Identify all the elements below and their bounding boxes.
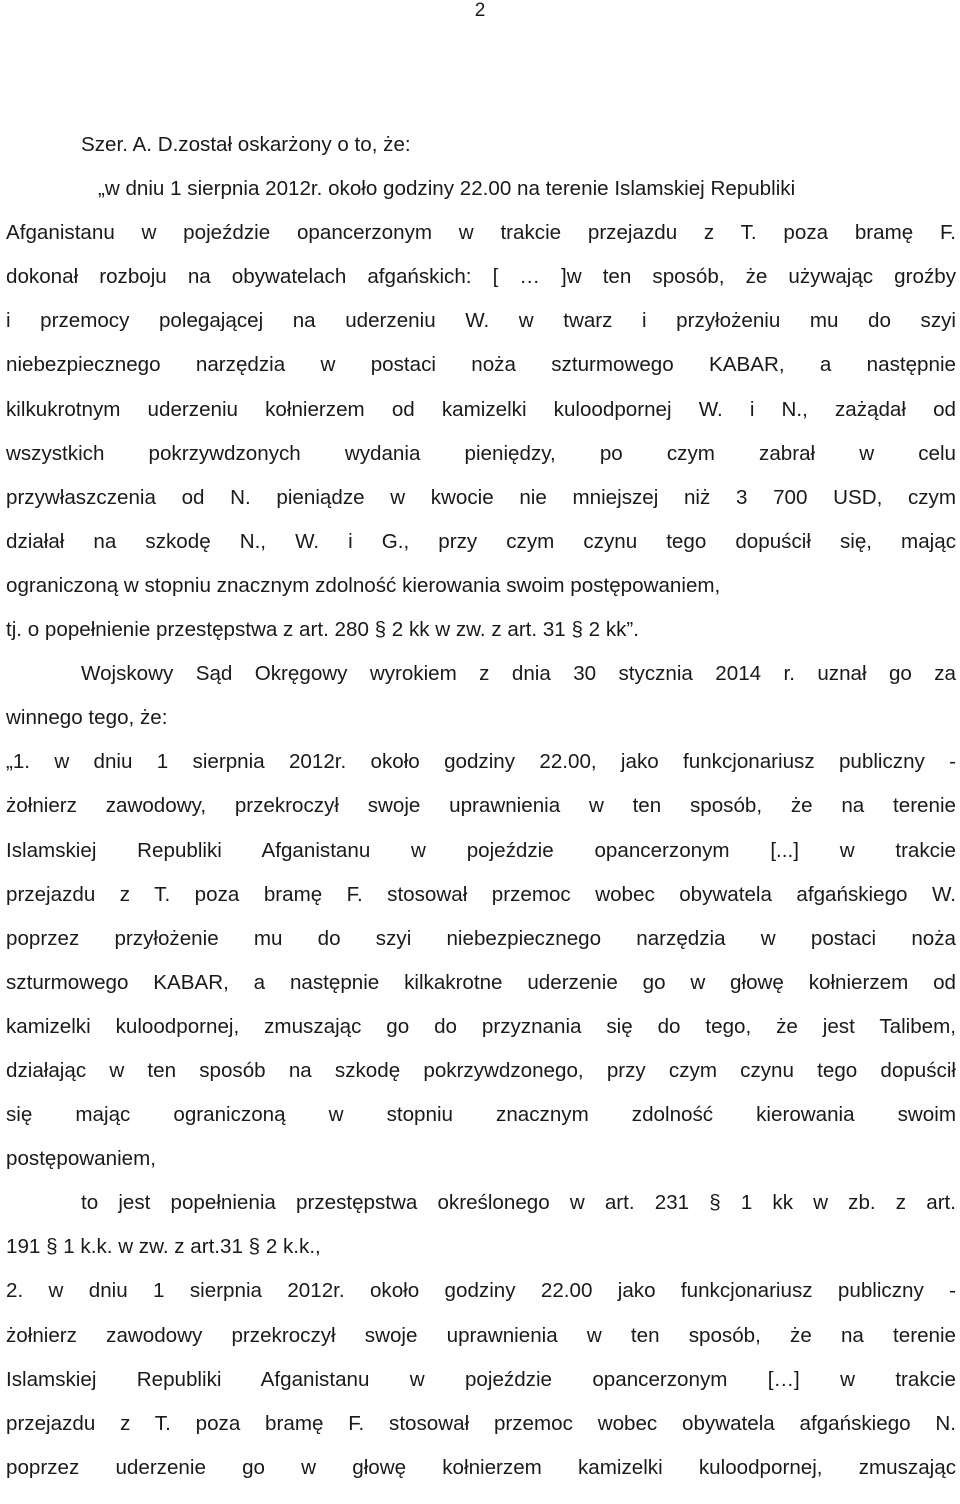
- text-line: poprzez przyłożenie mu do szyi niebezpiecznego narzędzia w postaci noża: [6, 926, 956, 950]
- text-line: Islamskiej Republiki Afganistanu w pojeździe opancerzonym […] w trakcie: [6, 1367, 956, 1391]
- text-line: „1. w dniu 1 sierpnia 2012r. około godziny 22.00, jako funkcjonariusz publiczny -: [6, 750, 956, 774]
- text-line: 191 § 1 k.k. w zw. z art.31 § 2 k.k.,: [6, 1235, 321, 1259]
- text-line: działając w ten sposób na szkodę pokrzywdzonego, przy czym czynu tego dopuścił: [6, 1058, 956, 1082]
- text-line: Islamskiej Republiki Afganistanu w pojeździe opancerzonym [...] w trakcie: [6, 838, 956, 862]
- text-line: przejazdu z T. poza bramę F. stosował przemoc wobec obywatela afgańskiego N.: [6, 1411, 956, 1435]
- text-line: i przemocy polegającej na uderzeniu W. w twarz i przyłożeniu mu do szyi: [6, 309, 956, 333]
- text-line: tj. o popełnienie przestępstwa z art. 280 § 2 kk w zw. z art. 31 § 2 kk”.: [6, 618, 639, 642]
- text-line: „w dniu 1 sierpnia 2012r. około godziny 22.00 na terenie Islamskiej Republiki: [98, 177, 796, 201]
- text-line: kamizelki kuloodpornej, zmuszając go do przyznania się do tego, że jest Talibem,: [6, 1014, 956, 1038]
- text-line: szturmowego KABAR, a następnie kilkakrotne uderzenie go w głowę kołnierzem od: [6, 970, 956, 994]
- text-line: żołnierz zawodowy przekroczył swoje uprawnienia w ten sposób, że na terenie: [6, 1323, 956, 1347]
- text-line: 2. w dniu 1 sierpnia 2012r. około godziny 22.00 jako funkcjonariusz publiczny -: [6, 1279, 956, 1303]
- text-line: ograniczoną w stopniu znacznym zdolność kierowania swoim postępowaniem,: [6, 573, 721, 597]
- text-line: postępowaniem,: [6, 1147, 156, 1171]
- document-body: [6, 123, 956, 1490]
- text-line: działał na szkodę N., W. i G., przy czym czynu tego dopuścił się, mając: [6, 529, 956, 553]
- page-number: 2: [474, 0, 486, 21]
- text-line: dokonał rozboju na obywatelach afgańskich: [ … ]w ten sposób, że używając groźby: [6, 265, 956, 289]
- text-line: niebezpiecznego narzędzia w postaci noża szturmowego KABAR, a następnie: [6, 353, 956, 377]
- text-line: Szer. A. D.został oskarżony o to, że:: [81, 133, 411, 156]
- text-line: to jest popełnienia przestępstwa określonego w art. 231 § 1 kk w zb. z art.: [81, 1191, 956, 1215]
- text-line: przywłaszczenia od N. pieniądze w kwocie nie mniejszej niż 3 700 USD, czym: [6, 485, 956, 509]
- text-line: żołnierz zawodowy, przekroczył swoje uprawnienia w ten sposób, że na terenie: [6, 794, 956, 818]
- text-line: poprzez uderzenie go w głowę kołnierzem kamizelki kuloodpornej, zmuszając: [6, 1455, 956, 1479]
- text-line: Wojskowy Sąd Okręgowy wyrokiem z dnia 30 stycznia 2014 r. uznał go za: [81, 662, 956, 686]
- text-line: Afganistanu w pojeździe opancerzonym w trakcie przejazdu z T. poza bramę F.: [6, 221, 956, 245]
- text-line: przejazdu z T. poza bramę F. stosował przemoc wobec obywatela afgańskiego W.: [6, 882, 956, 906]
- text-line: wszystkich pokrzywdzonych wydania pieniędzy, po czym zabrał w celu: [6, 441, 956, 465]
- text-line: winnego tego, że:: [6, 706, 168, 730]
- text-line: się mając ograniczoną w stopniu znacznym zdolność kierowania swoim: [6, 1103, 956, 1127]
- text-line: kilkukrotnym uderzeniu kołnierzem od kamizelki kuloodpornej W. i N., zażądał od: [6, 397, 956, 421]
